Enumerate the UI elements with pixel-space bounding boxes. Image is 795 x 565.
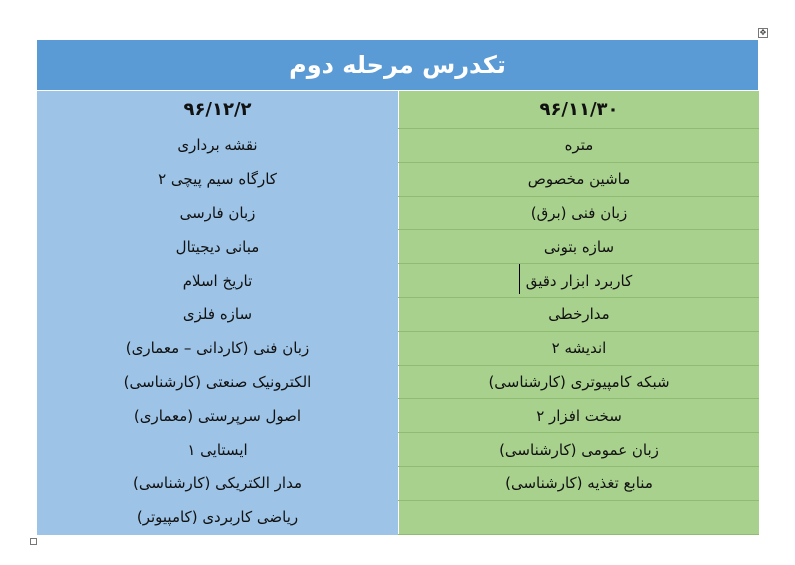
- date-header-first: ۹۶/۱۱/۳۰: [399, 91, 760, 129]
- course-cell[interactable]: سازه فلزی: [37, 297, 399, 331]
- table-row: [37, 466, 759, 500]
- course-cell[interactable]: مبانی دیجیتال: [37, 230, 399, 264]
- text-cursor: [519, 264, 520, 294]
- table-row: [37, 399, 759, 433]
- course-cell[interactable]: سازه بتونی: [399, 230, 760, 264]
- date-header-row: [37, 91, 759, 129]
- table-row: [37, 297, 759, 331]
- course-cell[interactable]: شبکه کامپیوتری (کارشناسی): [399, 365, 760, 399]
- course-cell[interactable]: کارگاه سیم پیچی ۲: [37, 162, 399, 196]
- course-cell[interactable]: مدار الکتریکی (کارشناسی): [37, 466, 399, 500]
- table-row: [37, 196, 759, 230]
- course-cell[interactable]: مدارخطی: [399, 297, 760, 331]
- schedule-grid: [37, 91, 759, 535]
- table-move-handle-icon[interactable]: ✥: [759, 28, 767, 37]
- course-cell[interactable]: ایستایی ۱: [37, 433, 399, 467]
- table-row: [37, 365, 759, 399]
- date-header-second: ۹۶/۱۲/۲: [37, 91, 399, 129]
- course-cell[interactable]: متره: [399, 129, 760, 163]
- table-row: [37, 331, 759, 365]
- exam-schedule-table: [37, 40, 758, 535]
- table-row: [37, 500, 759, 534]
- table-row: [37, 433, 759, 467]
- course-cell[interactable]: سخت افزار ۲: [399, 399, 760, 433]
- course-cell[interactable]: زبان فنی (کاردانی – معماری): [37, 331, 399, 365]
- table-resize-handle-icon[interactable]: [30, 538, 37, 545]
- course-cell[interactable]: ماشین مخصوص: [399, 162, 760, 196]
- course-cell[interactable]: نقشه برداری: [37, 129, 399, 163]
- course-cell[interactable]: کاربرد ابزار دقیق: [399, 264, 760, 298]
- course-cell[interactable]: الکترونیک صنعتی (کارشناسی): [37, 365, 399, 399]
- table-row: [37, 230, 759, 264]
- table-row: [37, 162, 759, 196]
- table-row: [37, 264, 759, 298]
- course-cell[interactable]: اندیشه ۲: [399, 331, 760, 365]
- course-cell[interactable]: [399, 500, 760, 534]
- course-cell[interactable]: زبان عمومی (کارشناسی): [399, 433, 760, 467]
- table-row: [37, 129, 759, 163]
- course-cell[interactable]: منابع تغذیه (کارشناسی): [399, 466, 760, 500]
- course-cell[interactable]: زبان فنی (برق): [399, 196, 760, 230]
- course-cell[interactable]: زبان فارسی: [37, 196, 399, 230]
- table-title: تکدرس مرحله دوم: [37, 40, 758, 91]
- course-cell[interactable]: اصول سرپرستی (معماری): [37, 399, 399, 433]
- course-cell[interactable]: ریاضی کاربردی (کامپیوتر): [37, 500, 399, 534]
- course-cell[interactable]: تاریخ اسلام: [37, 264, 399, 298]
